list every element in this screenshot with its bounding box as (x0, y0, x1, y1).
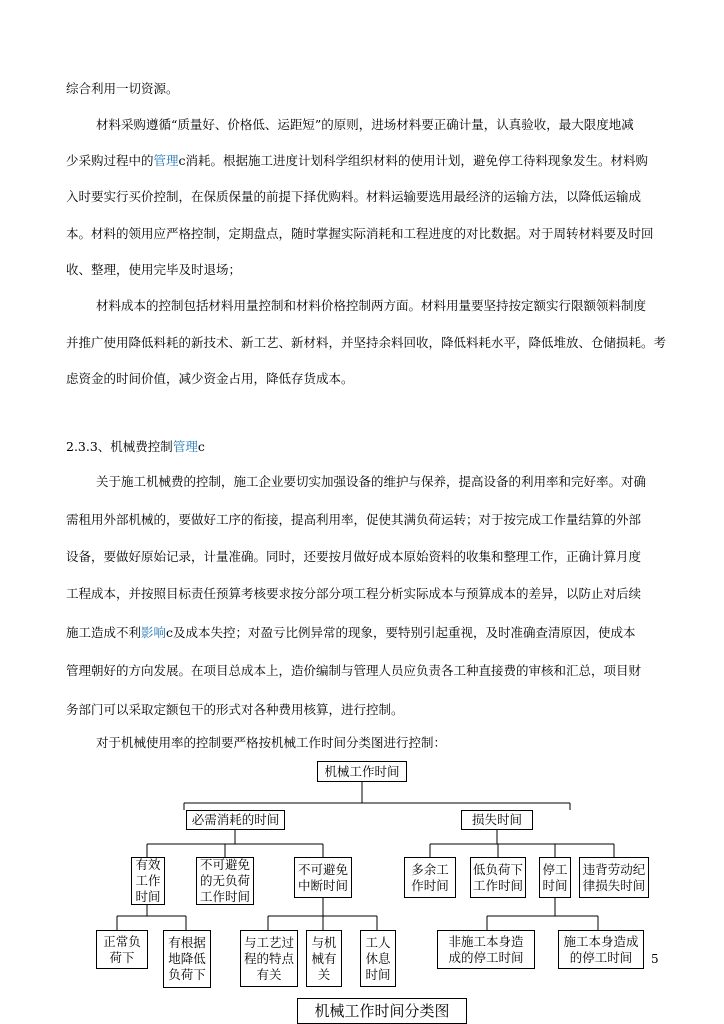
node-construction-stop: 施工本身造成 的停工时间 (558, 930, 644, 969)
node-loss-time: 损失时间 (461, 810, 533, 830)
node-unavoidable-interrupt: 不可避免 中断时间 (294, 857, 352, 898)
paragraph-line: 需租用外部机械的，要做好工序的衔接，提高利用率，促使其满负荷运转；对于按完成工作量结算的外部 (66, 512, 642, 527)
text-segment: c (197, 439, 205, 454)
management-link[interactable]: 管理 (153, 153, 179, 168)
paragraph-line: 收、整理，使用完毕及时退场； (66, 262, 242, 277)
node-necessary-time: 必需消耗的时间 (186, 810, 285, 830)
node-machine-related: 与机 械有 关 (306, 930, 342, 987)
paragraph-line: 务部门可以采取定额包干的形式对各种费用核算，进行控制。 (66, 702, 404, 717)
influence-link[interactable]: 影响 (141, 625, 167, 640)
node-labor-violation: 违背劳动纪 律损失时间 (579, 857, 649, 898)
paragraph-line: 关于施工机械费的控制，施工企业要切实加强设备的维护与保养，提高设备的利用率和完好率。对确 (96, 474, 647, 489)
text-segment: c消耗。根据施工进度计划科学组织材料的使用计划，避免停工待料现象发生。材料购 (178, 153, 649, 168)
text-segment: c及成本失控；对盈亏比例异常的现象，要特别引起重视，及时准确查清原因，使成本 (166, 625, 636, 640)
management-link[interactable]: 管理 (172, 439, 198, 454)
page-number: 5 (651, 952, 659, 966)
paragraph-line: 入时要实行买价控制，在保质保量的前提下择优购料。材料运输要选用最经济的运输方法，以降低运输成 (66, 189, 642, 204)
node-normal-load: 正常负 荷下 (96, 930, 148, 969)
node-process-related: 与工艺过 程的特点 有关 (240, 930, 298, 987)
paragraph-line: 工程成本，并按照目标责任预算考核要求按分部分项工程分析实际成本与预算成本的差异，以防止对后续 (66, 586, 642, 601)
paragraph-line: 对于机械使用率的控制要严格按机械工作时间分类图进行控制： (96, 735, 447, 750)
paragraph-line: 管理朝好的方向发展。在项目总成本上，造价编制与管理人员应负责各工种直接费的审核和汇总，项目财 (66, 663, 642, 678)
node-worker-rest: 工人 休息 时间 (360, 930, 396, 987)
node-reduced-load: 有根据 地降低 负荷下 (163, 930, 211, 988)
paragraph-line: 设备，要做好原始记录，计量准确。同时，还要按月做好成本原始资料的收集和整理工作，正确计算月度 (66, 549, 642, 564)
paragraph-line: 材料采购遵循“质量好、价格低、运距短”的原则，进场材料要正确计量，认真验收，最大限度地减 (96, 117, 634, 132)
paragraph-line: 综合利用一切资源。 (66, 81, 179, 96)
paragraph-line: 并推广使用降低料耗的新技术、新工艺、新材料，并坚持余料回收，降低料耗水平，降低堆放、仓储损耗。考 (66, 335, 667, 350)
node-non-construction-stop: 非施工本身造 成的停工时间 (437, 930, 535, 969)
text-segment: 少采购过程中的 (66, 153, 154, 168)
node-stoppage: 停工 时间 (539, 857, 571, 898)
text-segment: 2.3.3、机械费控制 (66, 439, 173, 454)
node-unavoidable-no-load: 不可避免 的无负荷 工作时间 (196, 857, 254, 905)
node-effective-time: 有效 工作 时间 (131, 857, 165, 905)
paragraph-line: 虑资金的时间价值，减少资金占用，降低存货成本。 (66, 371, 354, 386)
text-segment: 施工造成不利 (66, 625, 142, 640)
node-machine-work-time: 机械工作时间 (317, 761, 407, 782)
paragraph-line: 材料成本的控制包括材料用量控制和材料价格控制两方面。材料用量要坚持按定额实行限额领料制度 (96, 298, 647, 313)
diagram-caption: 机械工作时间分类图 (297, 998, 467, 1024)
node-excess-work: 多余工 作时间 (404, 857, 456, 898)
node-low-load: 低负荷下 工作时间 (470, 857, 526, 898)
paragraph-line: 本。材料的领用应严格控制，定期盘点，随时掌握实际消耗和工程进度的对比数据。对于周转材料要及时回 (66, 226, 654, 241)
